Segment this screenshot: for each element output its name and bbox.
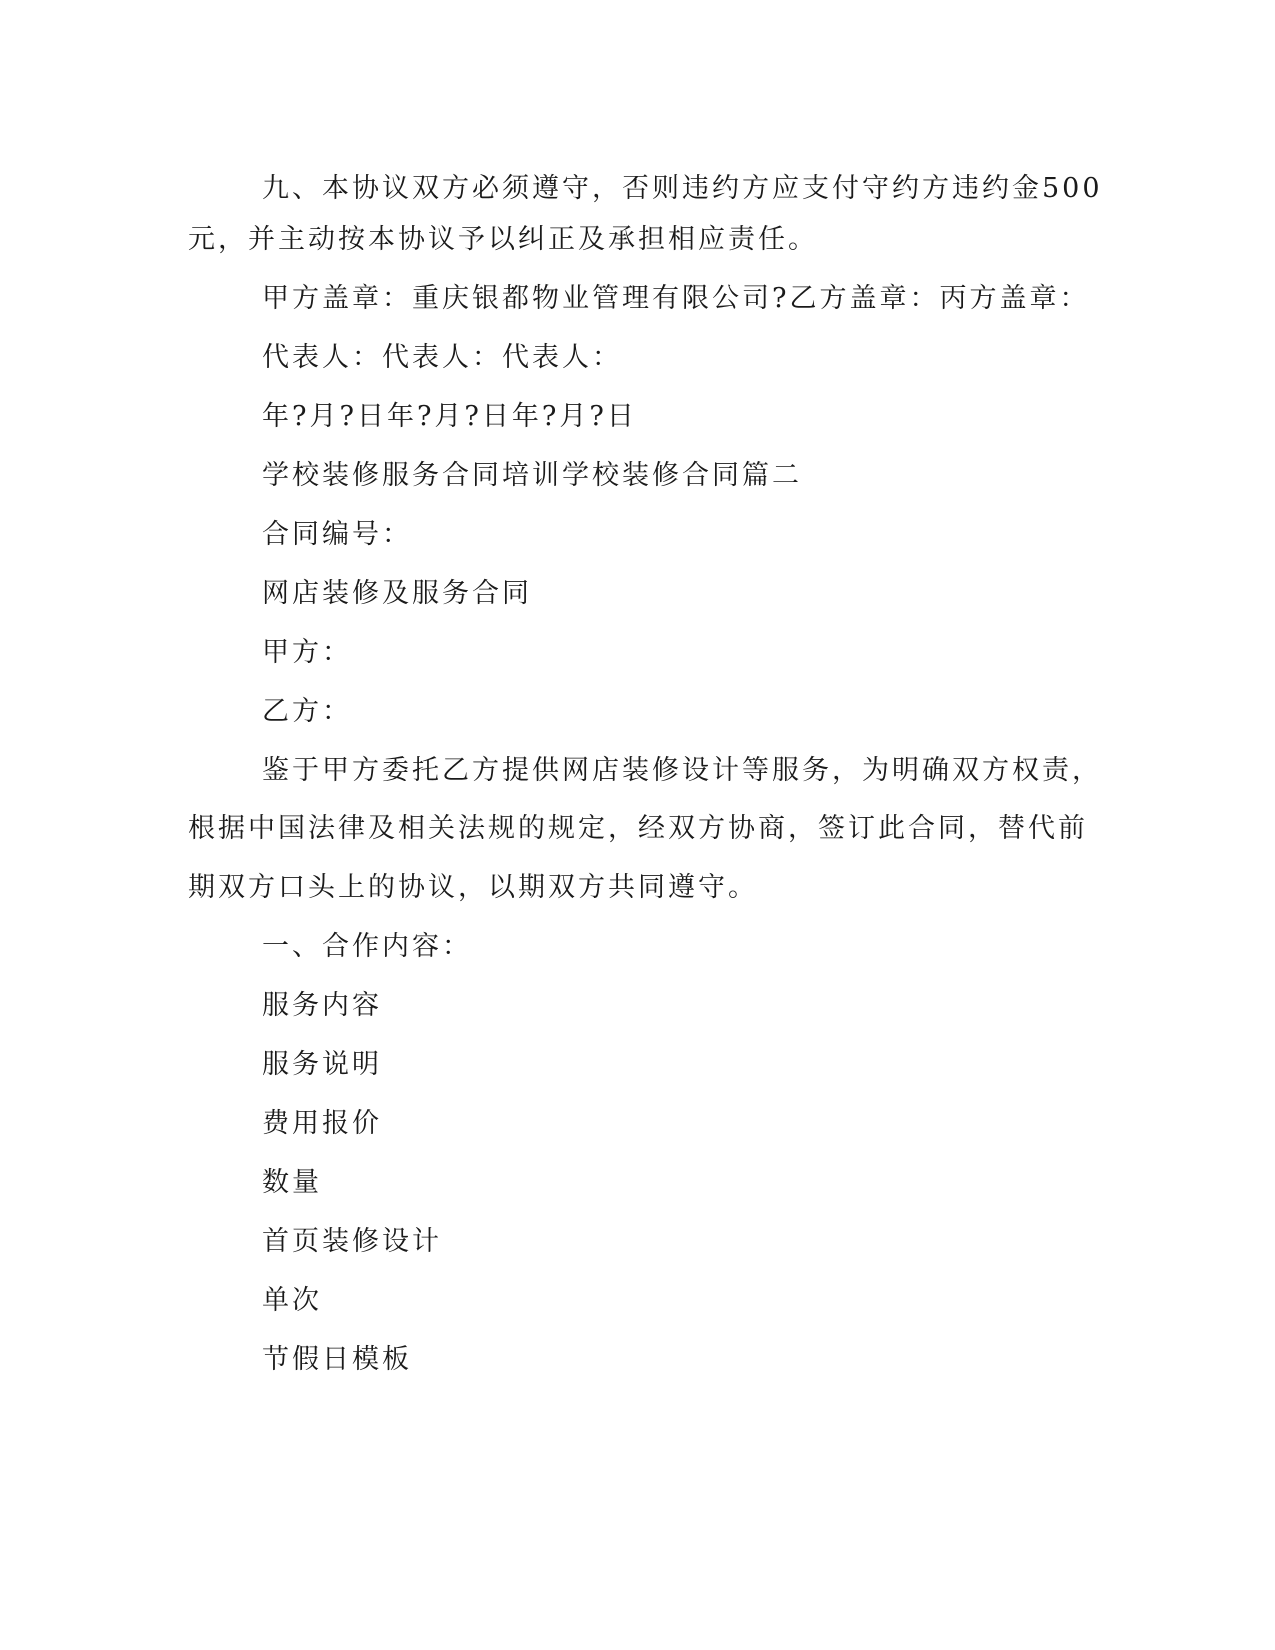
list-item: 服务说明: [262, 1049, 382, 1080]
list-item: 首页装修设计: [262, 1226, 442, 1257]
party-b-label: 乙方：: [262, 696, 352, 727]
list-item: 数量: [262, 1167, 322, 1198]
party-a-label: 甲方：: [262, 637, 352, 668]
contract-number-label: 合同编号：: [262, 519, 412, 550]
list-item: 单次: [262, 1285, 322, 1316]
preamble-line-1: 鉴于甲方委托乙方提供网店装修设计等服务，为明确双方权责，: [262, 755, 1102, 786]
list-item: 服务内容: [262, 990, 382, 1021]
clause-nine-line-1: 九、本协议双方必须遵守，否则违约方应支付守约方违约金500: [262, 173, 1103, 204]
clause-nine-line-2: 元，并主动按本协议予以纠正及承担相应责任。: [188, 224, 818, 255]
representative-line: 代表人：代表人：代表人：: [262, 342, 622, 373]
date-line: 年?月?日年?月?日年?月?日: [262, 401, 637, 432]
preamble-line-3: 期双方口头上的协议，以期双方共同遵守。: [188, 872, 758, 903]
preamble-line-2: 根据中国法律及相关法规的规定，经双方协商，签订此合同，替代前: [188, 813, 1088, 844]
cooperation-heading: 一、合作内容：: [262, 931, 472, 962]
list-item: 费用报价: [262, 1108, 382, 1139]
contract-title: 网店装修及服务合同: [262, 578, 532, 609]
section-heading: 学校装修服务合同培训学校装修合同篇二: [262, 460, 802, 491]
party-seal-line: 甲方盖章：重庆银都物业管理有限公司?乙方盖章：丙方盖章：: [262, 283, 1090, 314]
list-item: 节假日模板: [262, 1344, 412, 1375]
